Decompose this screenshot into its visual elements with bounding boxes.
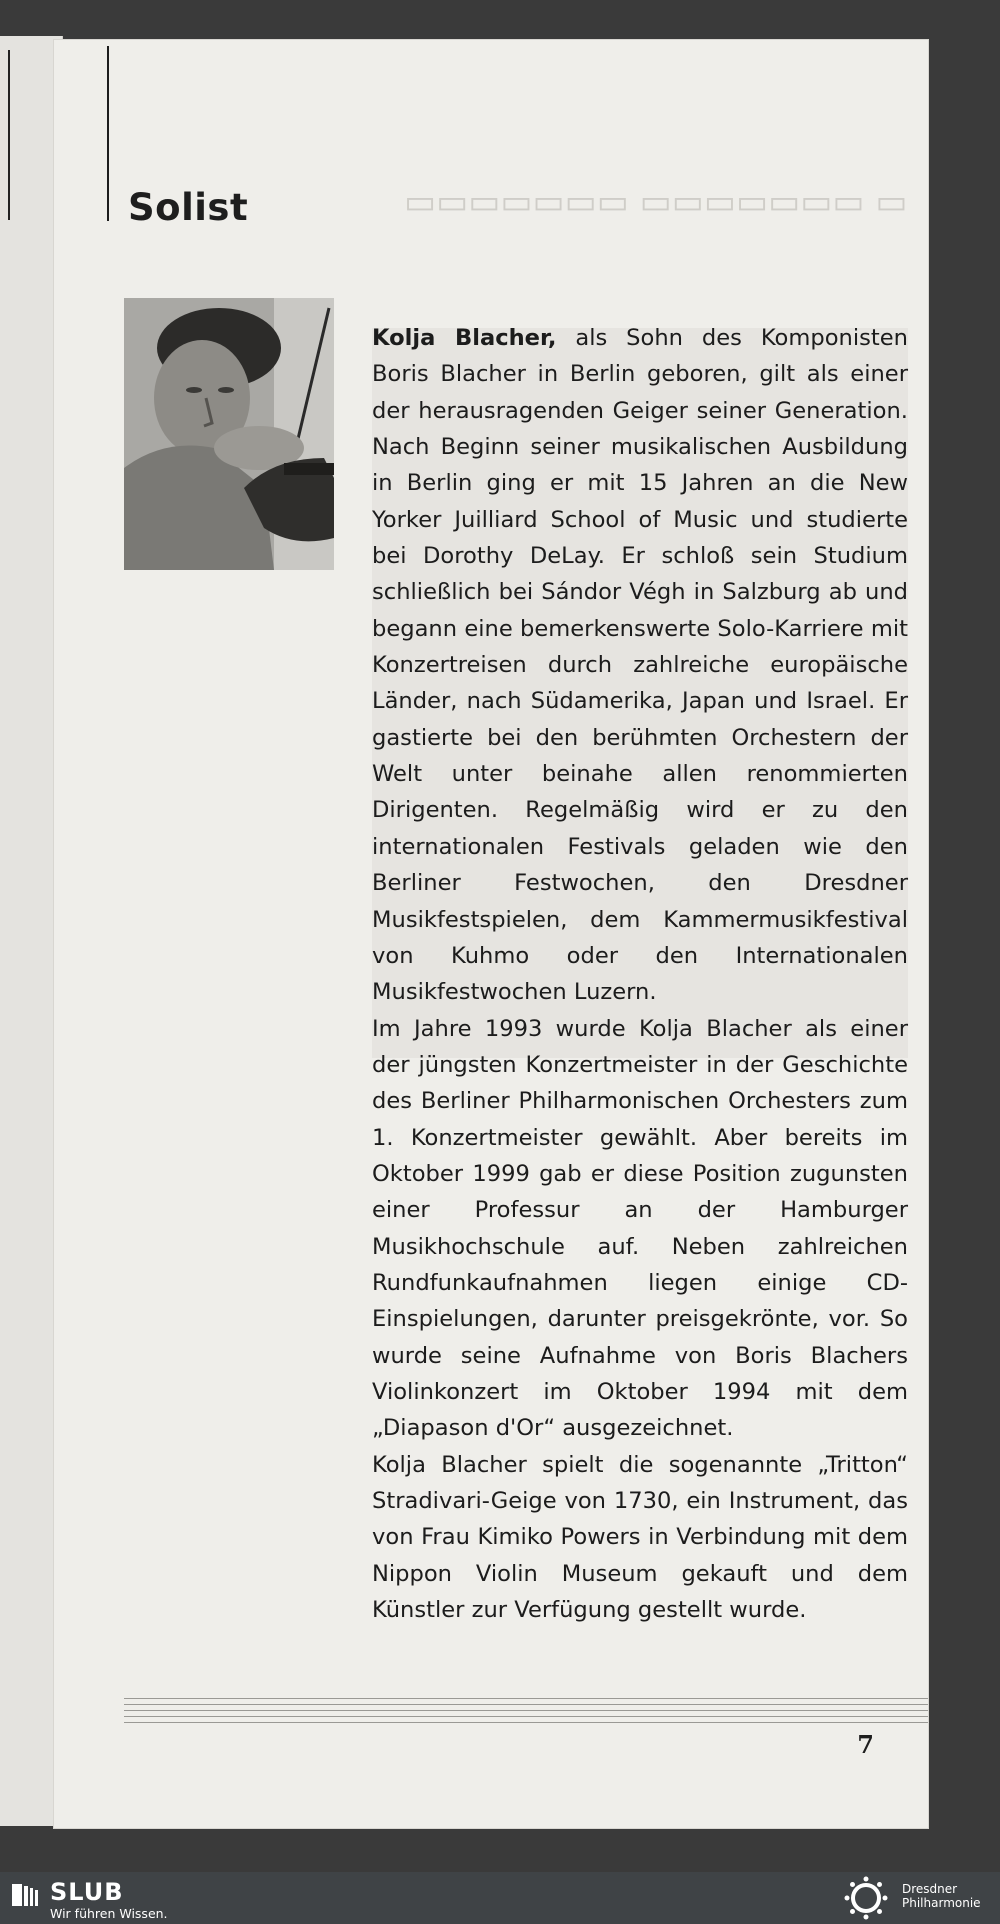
page-edge-line bbox=[8, 50, 10, 220]
bio-paragraph-1-text: als Sohn des Komponisten Boris Blacher in Berlin geboren, gilt als einer der herausragenden Geiger seiner Generation. Nach Beginn seiner musikalischen Ausbildung in Berlin ging er mit 15 Jahren an die New Yorker Juilliard School of Music und studierte bei Dorothy DeLay. Er schloß sein Studium schließlich bei Sándor Végh in Salzburg ab und begann eine bemerkenswerte Solo-Karriere mit Konzertreisen durch zahlreiche europäische Länder, nach Südamerika, Japan und Israel. Er gastierte bei den berühmten Orchestern der Welt unter beinahe allen renommierten Dirigenten. Regelmäßig wird er zu den internationalen Festivals geladen wie den Berliner Festwochen, den Dresdner Musikfestspielen, dem Kammermusikfestival von Kuhmo oder den Internationalen Musikfestwochen Luzern. bbox=[372, 325, 908, 1006]
footer-rule bbox=[124, 1722, 928, 1723]
section-heading: Solist bbox=[128, 186, 249, 229]
footer-rule bbox=[124, 1698, 928, 1699]
soloist-photo bbox=[124, 298, 334, 570]
slub-tagline: Wir führen Wissen. bbox=[50, 1906, 168, 1921]
page-number: 7 bbox=[857, 1730, 874, 1759]
footer-rule bbox=[124, 1704, 928, 1705]
bio-paragraph-1 bbox=[372, 320, 908, 1011]
soloist-name: Kolja Blacher, bbox=[372, 325, 557, 351]
philharmonie-name-line2: Philharmonie bbox=[902, 1896, 981, 1910]
bio-paragraph-2: Im Jahre 1993 wurde Kolja Blacher als einer der jüngsten Konzertmeister in der Geschichte des Berliner Philharmonischen Orchesters zum 1. Konzertmeister gewählt. Aber bereits im Oktober 1999 gab er diese Position zugunsten einer Professur an der Hamburger Musikhochschule auf. Neben zahlreichen Rundfunkaufnahmen liegen einige CD-Einspielungen, darunter preisgekrönte, vor. So wurde seine Aufnahme von Boris Blachers Violinkonzert im Oktober 1994 mit dem „Diapason d'Or“ ausgezeichnet. bbox=[372, 1015, 908, 1442]
bio-paragraph-3: Kolja Blacher spielt die sogenannte „Tritton“ Stradivari-Geige von 1730, ein Instrument, das von Frau Kimiko Powers in Verbindung mit dem Nippon Violin Museum gekauft und dem Künstler zur Verfügung gestellt wurde. bbox=[372, 1451, 908, 1624]
document-page bbox=[54, 40, 928, 1828]
dresdner-philharmonie-name[interactable] bbox=[902, 1882, 981, 1910]
show-through-ghost: ▭▭▭▭▭▭▭ ▭▭▭▭▭▭▭ ▭ bbox=[404, 182, 908, 222]
slub-logo-icon[interactable] bbox=[12, 1884, 38, 1906]
dresdner-philharmonie-logo-icon[interactable] bbox=[842, 1876, 890, 1920]
footer-rule bbox=[124, 1716, 928, 1717]
page-margin-line bbox=[107, 46, 109, 221]
philharmonie-name-line1: Dresdner bbox=[902, 1882, 958, 1896]
soloist-biography bbox=[372, 320, 908, 1628]
soloist-photo-image bbox=[124, 298, 334, 570]
footer-rule bbox=[124, 1710, 928, 1711]
viewer-footer-bar bbox=[0, 1872, 1000, 1924]
slub-name[interactable]: SLUB bbox=[50, 1878, 124, 1906]
